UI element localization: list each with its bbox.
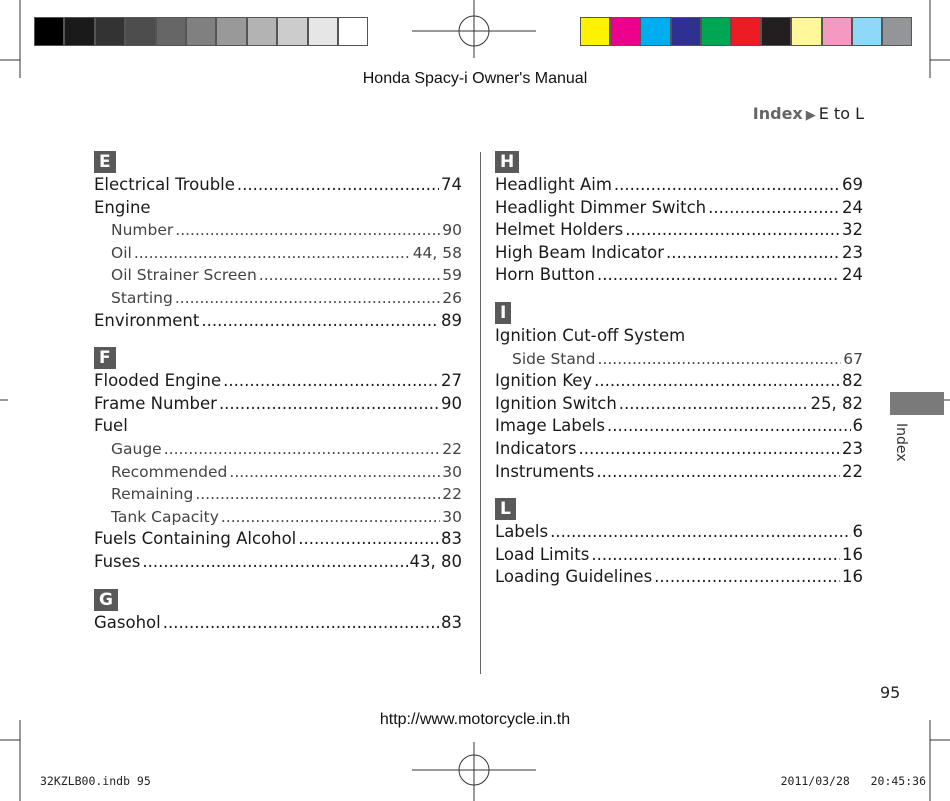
index-section-g <box>94 589 462 635</box>
entry-label: Flooded Engine <box>94 371 222 391</box>
entry-label: Tank Capacity <box>111 507 219 526</box>
entry-label: Indicators <box>495 438 577 458</box>
dot-leader <box>607 415 850 438</box>
dot-leader <box>298 528 439 551</box>
index-subentry[interactable] <box>94 287 462 310</box>
index-subentry[interactable] <box>495 348 863 371</box>
footer-timestamp: 2011/03/28 20:45:36 <box>780 774 926 788</box>
index-entry[interactable] <box>94 393 462 416</box>
index-entry[interactable] <box>495 264 863 287</box>
dot-leader <box>666 242 840 265</box>
entry-page-number[interactable]: 83 <box>441 612 462 632</box>
color-swatch <box>580 17 610 46</box>
index-subentry[interactable] <box>94 506 462 529</box>
dot-leader <box>619 393 809 416</box>
dot-leader <box>237 174 439 197</box>
color-swatch <box>216 17 246 46</box>
dot-leader <box>591 544 840 567</box>
index-entry[interactable] <box>495 325 863 348</box>
color-swatch <box>882 17 912 46</box>
dot-leader <box>142 551 407 574</box>
color-swatch <box>640 17 670 46</box>
index-subentry[interactable] <box>94 242 462 265</box>
entry-page-number[interactable]: 6 <box>852 416 863 436</box>
dot-leader <box>654 566 840 589</box>
dot-leader <box>625 219 840 242</box>
index-section-f <box>94 347 462 573</box>
section-letter-badge: E <box>94 151 116 173</box>
breadcrumb-range: E to L <box>818 104 864 123</box>
entry-label: Frame Number <box>94 393 217 413</box>
entry-label: Fuses <box>94 551 141 571</box>
color-swatch <box>701 17 731 46</box>
footer-file-info: 32KZLB00.indb 95 <box>40 774 151 788</box>
footer-url[interactable]: http://www.motorcycle.in.th <box>379 711 571 728</box>
dot-leader <box>134 242 411 265</box>
dot-leader <box>708 197 840 220</box>
side-tab-label: Index <box>893 423 909 462</box>
index-entry[interactable] <box>94 551 462 574</box>
entry-page-number[interactable]: 32 <box>842 220 863 240</box>
dot-leader <box>164 438 441 461</box>
index-subentry[interactable] <box>94 438 462 461</box>
entry-label: Instruments <box>495 461 595 481</box>
entry-page-number[interactable]: 23 <box>842 242 863 262</box>
entry-page-number[interactable]: 30 <box>442 462 462 481</box>
entry-label: Starting <box>111 288 173 307</box>
dot-leader <box>579 438 840 461</box>
entry-label: Fuels Containing Alcohol <box>94 529 297 549</box>
index-entry[interactable] <box>495 415 863 438</box>
index-entry[interactable] <box>495 242 863 265</box>
entry-page-number[interactable]: 22 <box>442 485 462 504</box>
entry-label: Oil Strainer Screen <box>111 266 257 285</box>
dot-leader <box>614 174 840 197</box>
color-swatch <box>338 17 368 46</box>
entry-label: Number <box>111 221 174 240</box>
index-section-e <box>94 151 462 332</box>
color-swatch <box>308 17 338 46</box>
color-swatch <box>64 17 94 46</box>
color-swatch <box>156 17 186 46</box>
entry-page-number[interactable]: 44, 58 <box>412 243 462 262</box>
index-entry[interactable] <box>495 438 863 461</box>
page-number: 95 <box>880 683 901 702</box>
entry-label: Helmet Holders <box>495 220 624 240</box>
index-entry[interactable] <box>495 219 863 242</box>
entry-page-number[interactable]: 74 <box>441 175 462 194</box>
index-entry[interactable] <box>94 310 462 333</box>
index-subentry[interactable] <box>94 264 462 287</box>
dot-leader <box>175 287 440 310</box>
entry-label: High Beam Indicator <box>495 242 664 262</box>
index-entry[interactable] <box>495 521 863 544</box>
dot-leader <box>550 521 850 544</box>
dot-leader <box>597 264 840 287</box>
breadcrumb-section[interactable]: Index <box>752 104 803 123</box>
registration-mark-bottom <box>412 742 536 801</box>
entry-page-number[interactable]: 6 <box>852 522 863 542</box>
dot-leader <box>163 612 439 635</box>
index-entry[interactable] <box>495 393 863 416</box>
section-letter-badge: I <box>495 302 511 324</box>
entry-page-number[interactable]: 90 <box>441 393 462 413</box>
color-swatch <box>731 17 761 46</box>
entry-label: Labels <box>495 522 549 542</box>
index-entry[interactable] <box>495 566 863 589</box>
entry-label: Gauge <box>111 439 162 458</box>
entry-label: Gasohol <box>94 612 161 632</box>
entry-page-number[interactable]: 69 <box>842 175 863 194</box>
index-entry[interactable] <box>94 370 462 393</box>
index-entry[interactable] <box>495 197 863 220</box>
entry-label: Fuel <box>94 416 128 436</box>
entry-label: Headlight Dimmer Switch <box>495 197 707 217</box>
color-swatch <box>852 17 882 46</box>
dot-leader <box>594 370 840 393</box>
dot-leader <box>229 461 440 484</box>
dot-leader <box>259 264 440 287</box>
color-swatch <box>34 17 64 46</box>
color-swatch <box>791 17 821 46</box>
entry-page-number[interactable]: 27 <box>441 371 462 391</box>
dot-leader <box>219 393 439 416</box>
dot-leader <box>223 370 439 393</box>
registration-mark-top <box>412 0 536 58</box>
entry-label: Oil <box>111 243 132 262</box>
dot-leader <box>175 219 440 242</box>
color-swatch <box>822 17 852 46</box>
entry-page-number[interactable]: 82 <box>842 371 863 391</box>
entry-label: Engine <box>94 197 151 217</box>
index-entry[interactable] <box>94 174 462 197</box>
entry-page-number[interactable]: 83 <box>441 529 462 549</box>
entry-label: Ignition Cut-off System <box>495 325 686 345</box>
color-swatch <box>125 17 155 46</box>
dot-leader <box>598 348 842 371</box>
entry-page-number[interactable]: 24 <box>842 197 863 217</box>
entry-page-number[interactable]: 16 <box>842 544 863 564</box>
entry-page-number[interactable]: 24 <box>842 265 863 285</box>
entry-label: Horn Button <box>495 265 595 285</box>
section-letter-badge: H <box>495 151 519 173</box>
index-side-tab[interactable] <box>890 392 944 415</box>
section-letter-badge: G <box>94 589 118 611</box>
entry-page-number[interactable]: 23 <box>842 438 863 458</box>
dot-leader <box>596 461 840 484</box>
entry-page-number[interactable]: 89 <box>441 310 462 330</box>
index-entry[interactable] <box>94 415 462 438</box>
index-subentry[interactable] <box>94 219 462 242</box>
color-swatch <box>277 17 307 46</box>
entry-label: Environment <box>94 310 200 330</box>
color-swatch <box>186 17 216 46</box>
index-section-h <box>495 151 863 287</box>
index-entry[interactable] <box>94 197 462 220</box>
entry-label: Side Stand <box>512 349 596 368</box>
color-swatch <box>247 17 277 46</box>
entry-page-number[interactable]: 30 <box>442 507 462 526</box>
column-divider <box>480 152 481 674</box>
entry-label: Ignition Key <box>495 371 593 391</box>
entry-page-number[interactable]: 16 <box>842 567 863 587</box>
color-swatch <box>671 17 701 46</box>
entry-label: Load Limits <box>495 544 590 564</box>
color-swatch <box>95 17 125 46</box>
dot-leader <box>201 310 439 333</box>
index-subentry[interactable] <box>94 483 462 506</box>
index-entry[interactable] <box>495 544 863 567</box>
dot-leader <box>221 506 440 529</box>
section-letter-badge: F <box>94 347 116 369</box>
entry-label: Headlight Aim <box>495 175 612 194</box>
index-column-right <box>495 151 863 604</box>
entry-label: Recommended <box>111 462 228 481</box>
entry-page-number[interactable]: 67 <box>843 349 863 368</box>
index-entry[interactable] <box>94 612 462 635</box>
entry-label: Loading Guidelines <box>495 567 653 587</box>
index-entry[interactable] <box>495 461 863 484</box>
entry-page-number[interactable]: 25, 82 <box>810 393 863 413</box>
entry-page-number[interactable]: 22 <box>842 461 863 481</box>
entry-page-number[interactable]: 43, 80 <box>409 551 462 571</box>
index-entry[interactable] <box>495 370 863 393</box>
index-section-i <box>495 302 863 483</box>
entry-label: Remaining <box>111 485 194 504</box>
color-swatch <box>610 17 640 46</box>
document-title: Honda Spacy-i Owner's Manual <box>362 70 588 87</box>
entry-page-number[interactable]: 90 <box>442 221 462 240</box>
entry-page-number[interactable]: 22 <box>442 439 462 458</box>
entry-label: Electrical Trouble <box>94 175 235 194</box>
entry-label: Image Labels <box>495 416 606 436</box>
breadcrumb-arrow-icon: ▶ <box>805 108 816 123</box>
dot-leader <box>195 483 440 506</box>
index-subentry[interactable] <box>94 461 462 484</box>
breadcrumb <box>753 104 864 123</box>
section-letter-badge: L <box>495 498 516 520</box>
color-swatch <box>761 17 791 46</box>
index-entry[interactable] <box>94 528 462 551</box>
entry-label: Ignition Switch <box>495 393 617 413</box>
index-entry[interactable] <box>495 174 863 197</box>
index-section-l <box>495 498 863 589</box>
entry-page-number[interactable]: 59 <box>442 266 462 285</box>
index-column-left <box>94 151 462 649</box>
entry-page-number[interactable]: 26 <box>442 288 462 307</box>
